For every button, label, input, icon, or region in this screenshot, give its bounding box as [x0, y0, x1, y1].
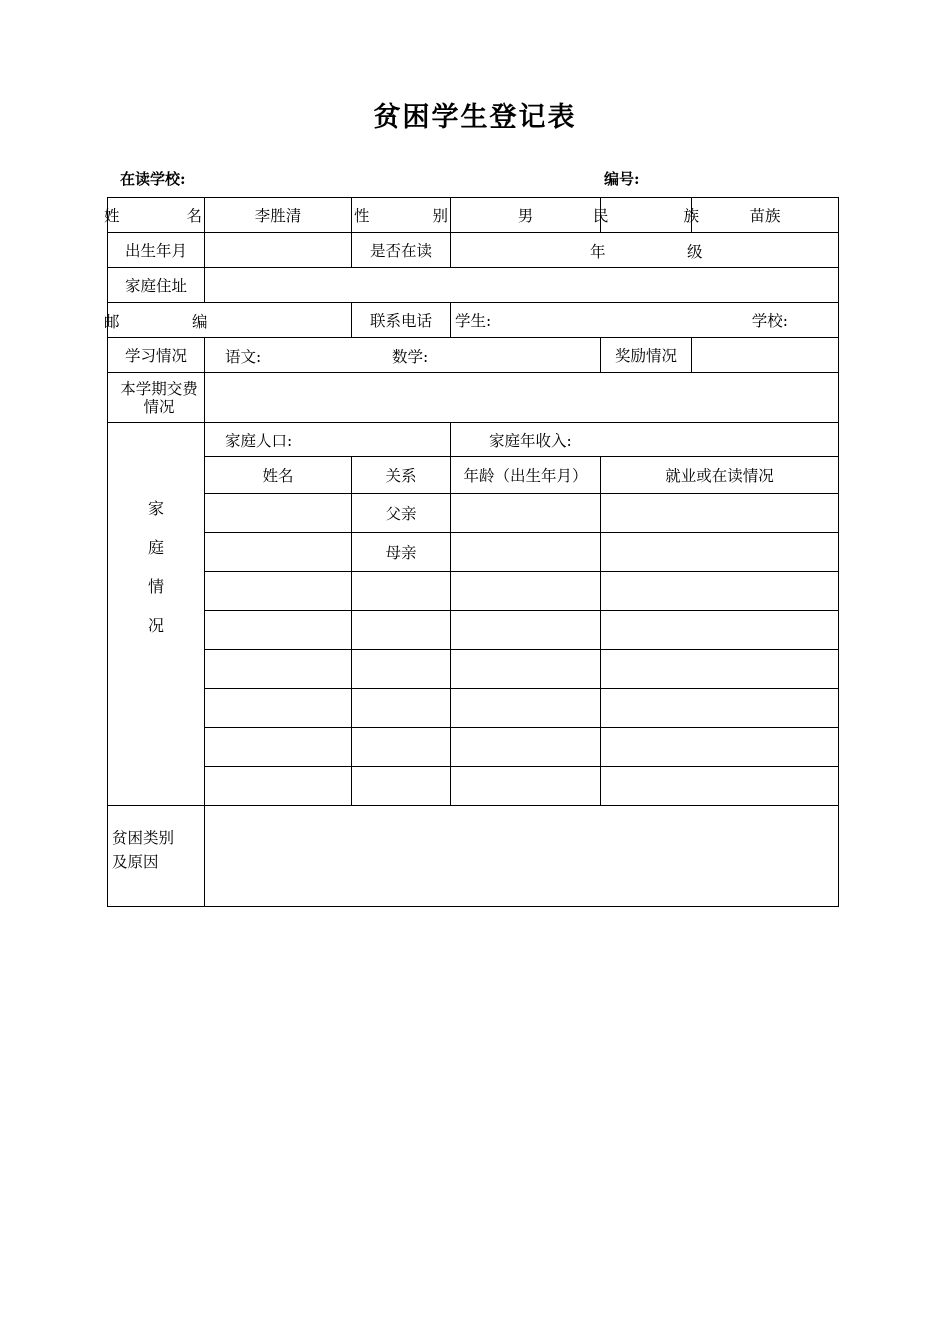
table-row	[108, 611, 839, 650]
table-row	[108, 494, 839, 533]
gender-label-a: 性	[354, 207, 370, 225]
form-row-contact	[108, 303, 839, 338]
postcode-label-a: 邮	[104, 313, 120, 331]
population-label: 家庭人口:	[225, 431, 293, 450]
member-status-cell[interactable]	[601, 611, 839, 650]
phone-school-label: 学校:	[751, 312, 788, 330]
school-label: 在读学校:	[120, 170, 186, 188]
ethnic-label-b: 族	[683, 207, 699, 225]
member-relation-cell[interactable]: 母亲	[352, 533, 451, 572]
enrolled-label-cell: 是否在读	[352, 233, 451, 268]
income-label: 家庭年收入:	[489, 431, 572, 450]
name-value-cell[interactable]: 李胜清	[205, 198, 352, 233]
poverty-label-cell	[108, 806, 205, 907]
member-age-cell[interactable]	[451, 728, 601, 767]
birth-value-cell[interactable]	[205, 233, 352, 268]
form-row-poverty	[108, 806, 839, 907]
family-col-name: 姓名	[205, 457, 352, 494]
member-status-cell[interactable]	[601, 533, 839, 572]
member-status-cell[interactable]	[601, 572, 839, 611]
registration-form-table	[104, 197, 839, 907]
postcode-label-b: 编	[192, 313, 208, 331]
family-header-row	[108, 457, 839, 494]
gender-label-b: 别	[432, 207, 448, 225]
family-side-char-2: 庭	[147, 538, 164, 557]
form-row-address	[108, 268, 839, 303]
member-relation-cell[interactable]: 父亲	[352, 494, 451, 533]
member-relation-cell[interactable]	[352, 611, 451, 650]
poverty-label: 贫困类别及原因	[112, 829, 175, 871]
table-row	[108, 533, 839, 572]
member-name-cell[interactable]	[205, 494, 352, 533]
postcode-cell[interactable]	[104, 303, 352, 338]
page-title: 贫困学生登记表	[373, 102, 577, 133]
grade-label-a: 年	[590, 243, 606, 261]
member-name-cell[interactable]	[205, 767, 352, 806]
phone-value-cell[interactable]	[451, 303, 839, 338]
fee-label: 本学期交费情况	[120, 379, 198, 416]
member-status-cell[interactable]	[601, 689, 839, 728]
family-summary-row	[108, 423, 839, 457]
member-age-cell[interactable]	[451, 767, 601, 806]
member-status-cell[interactable]	[601, 728, 839, 767]
form-row-basic	[108, 198, 839, 233]
award-value-cell[interactable]	[692, 338, 839, 373]
member-age-cell[interactable]	[451, 533, 601, 572]
name-label-a: 姓	[104, 207, 120, 225]
member-age-cell[interactable]	[451, 611, 601, 650]
study-label-cell: 学习情况	[108, 338, 205, 373]
member-name-cell[interactable]	[205, 533, 352, 572]
phone-label-cell: 联系电话	[352, 303, 451, 338]
family-side-label-cell	[108, 423, 205, 806]
table-row	[108, 689, 839, 728]
form-row-birth	[108, 233, 839, 268]
member-name-cell[interactable]	[205, 650, 352, 689]
fee-value-cell[interactable]	[205, 373, 839, 423]
family-col-age: 年龄（出生年月）	[451, 457, 601, 494]
member-relation-cell[interactable]	[352, 767, 451, 806]
member-name-cell[interactable]	[205, 572, 352, 611]
number-label: 编号:	[604, 170, 640, 188]
address-label-cell: 家庭住址	[108, 268, 205, 303]
ethnic-label-a: 民	[593, 207, 609, 225]
income-cell[interactable]	[451, 423, 839, 457]
poverty-value-cell[interactable]	[205, 806, 839, 907]
gender-label-cell	[352, 198, 451, 233]
member-age-cell[interactable]	[451, 689, 601, 728]
family-col-relation: 关系	[352, 457, 451, 494]
phone-student-label: 学生:	[455, 312, 492, 330]
member-relation-cell[interactable]	[352, 572, 451, 611]
form-row-study	[108, 338, 839, 373]
family-col-status: 就业或在读情况	[601, 457, 839, 494]
member-status-cell[interactable]	[601, 767, 839, 806]
member-age-cell[interactable]	[451, 494, 601, 533]
member-relation-cell[interactable]	[352, 728, 451, 767]
table-row	[108, 650, 839, 689]
name-label-cell	[104, 198, 205, 233]
member-relation-cell[interactable]	[352, 650, 451, 689]
birth-label-cell: 出生年月	[108, 233, 205, 268]
member-name-cell[interactable]	[205, 728, 352, 767]
award-label-cell: 奖励情况	[601, 338, 692, 373]
member-name-cell[interactable]	[205, 611, 352, 650]
table-row	[108, 767, 839, 806]
member-name-cell[interactable]	[205, 689, 352, 728]
table-row	[108, 572, 839, 611]
member-age-cell[interactable]	[451, 650, 601, 689]
member-relation-cell[interactable]	[352, 689, 451, 728]
population-cell[interactable]	[205, 423, 451, 457]
member-status-cell[interactable]	[601, 650, 839, 689]
ethnic-label-cell	[593, 198, 699, 233]
member-status-cell[interactable]	[601, 494, 839, 533]
member-age-cell[interactable]	[451, 572, 601, 611]
study-value-cell[interactable]	[205, 338, 601, 373]
form-row-fee	[108, 373, 839, 423]
ethnic-value-cell[interactable]: 苗族	[692, 198, 839, 233]
address-value-cell[interactable]	[205, 268, 839, 303]
gender-value-cell[interactable]: 男	[451, 198, 601, 233]
grade-cell[interactable]	[451, 233, 839, 268]
grade-label-b: 级	[687, 243, 703, 261]
math-label: 数学:	[392, 348, 429, 366]
family-side-char-4: 况	[147, 616, 164, 635]
name-label-b: 名	[186, 207, 202, 225]
family-side-char-1: 家	[147, 499, 164, 518]
fee-label-cell	[108, 373, 205, 423]
chinese-label: 语文:	[225, 348, 262, 366]
family-side-char-3: 情	[147, 577, 164, 596]
table-row	[108, 728, 839, 767]
